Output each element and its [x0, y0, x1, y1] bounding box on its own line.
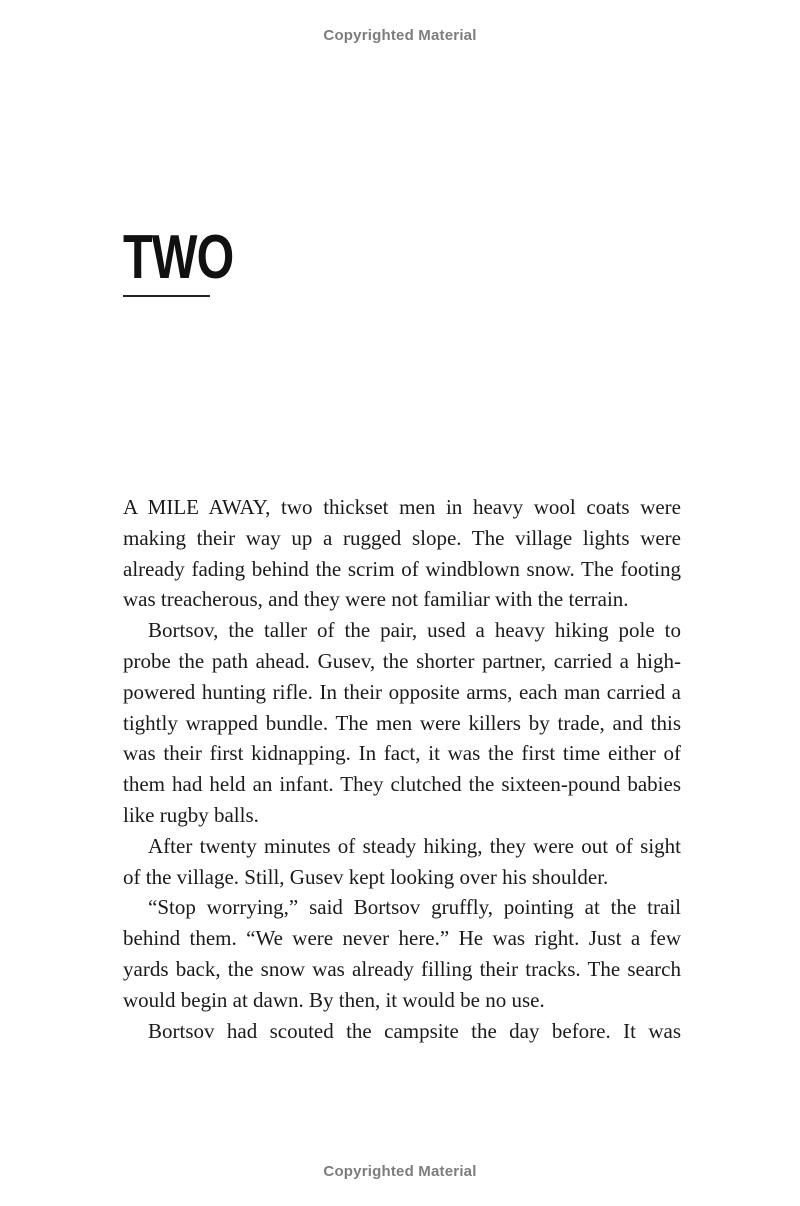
- chapter-title-underline: [123, 295, 210, 297]
- paragraph-1: A MILE AWAY, two thickset men in heavy wool coats were making their way up a rugged slope. The village lights were already fading behind the scrim of windblown snow. The footing was treacherous, and they were not familiar with the terrain.: [123, 495, 681, 612]
- paragraph-5: Bortsov had scouted the campsite the day before. It was: [148, 1018, 681, 1043]
- paragraph-3: After twenty minutes of steady hiking, they were out of sight of the village. Still, Gusev kept looking over his shoulder.: [123, 833, 681, 889]
- copyright-watermark-bottom: Copyrighted Material: [323, 1163, 477, 1180]
- chapter-title: TWO: [123, 223, 234, 292]
- paragraph-2: Bortsov, the taller of the pair, used a heavy hiking pole to probe the path ahead. Gusev, the shorter partner, carried a high-powered hunting rifle. In their opposite arms, each man carried a tightly wrapped bundle. The men were killers by trade, and this was their first kidnapping. In fact, it was the first time either of them had held an infant. They clutched the sixteen-pound babies like rugby balls.: [123, 618, 681, 827]
- paragraph-4: “Stop worrying,” said Bortsov gruffly, pointing at the trail behind them. “We were never here.” He was right. Just a few yards back, the snow was already filling their tracks. The search would begin at dawn. By then, it would be no use.: [123, 895, 681, 1012]
- copyright-watermark-top: Copyrighted Material: [323, 27, 477, 44]
- chapter-body: [123, 492, 681, 1046]
